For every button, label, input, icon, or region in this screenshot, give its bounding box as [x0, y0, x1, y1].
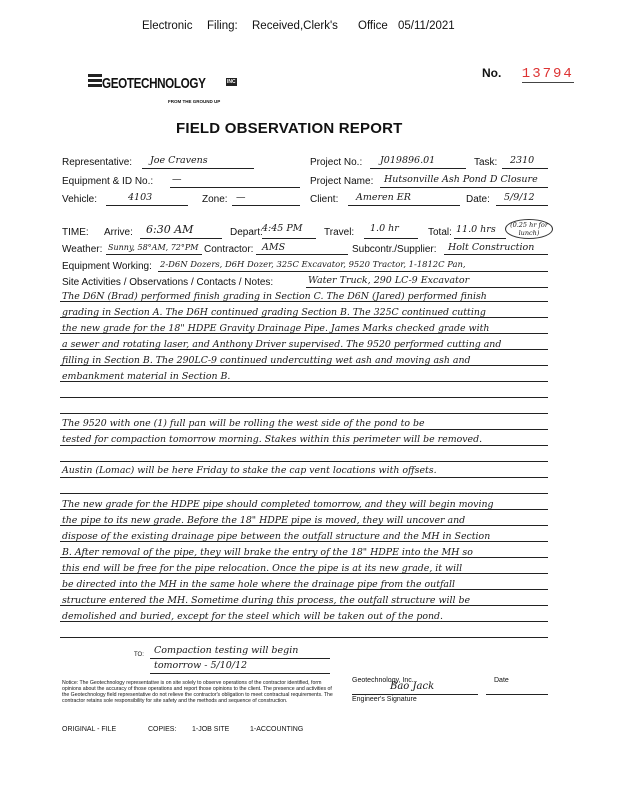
report-number [482, 64, 574, 82]
representative-value: Joe Cravens [150, 155, 208, 166]
distribution-original: ORIGINAL - FILE [62, 726, 117, 733]
total-note: (0.25 hr for lunch) [505, 219, 553, 239]
logo-tagline: FROM THE GROUND UP [168, 99, 221, 104]
subcontr-value: Holt Construction [448, 242, 535, 253]
signature-date-label: Date [494, 677, 509, 684]
note-line: The 9520 with one (1) full pan will be rolling the west side of the pond to be [62, 418, 425, 429]
logo-name: GEOTECHNOLOGY [102, 75, 206, 92]
stamp-office: Office [358, 20, 388, 32]
vehicle-value: 4103 [128, 192, 153, 203]
note-line: Austin (Lomac) will be here Friday to stake the cap vent locations with offsets. [62, 465, 437, 476]
depart-label: Depart: [230, 227, 263, 238]
client-label: Client: [310, 194, 339, 205]
report-number-value: 13794 [521, 66, 574, 82]
logo-suffix: INC [227, 79, 236, 85]
note-line: this end will be free for the pipe relocation. Once the pipe is at its new grade, it will [62, 563, 463, 574]
note-line: grading in Section A. The D6H continued grading Section B. The 325C continued cutting [62, 307, 486, 318]
project-no-label: Project No.: [310, 157, 363, 168]
site-activities-value: Water Truck, 290 LC-9 Excavator [308, 275, 470, 286]
zone-label: Zone: [202, 194, 228, 205]
date-label: Date: [466, 194, 490, 205]
arrive-label: Arrive: [104, 227, 133, 238]
note-line: The new grade for the HDPE pipe should completed tomorrow, and they will begin moving [62, 499, 494, 510]
zone-value: — [236, 192, 246, 203]
client-value: Ameren ER [356, 192, 411, 203]
equipment-label: Equipment & ID No.: [62, 176, 154, 187]
note-line: embankment material in Section B. [62, 371, 231, 382]
note-line: a sewer and rotating laser, and Anthony Driver supervised. The 9520 performed cutting and [62, 339, 502, 350]
logo-mark-icon [88, 74, 102, 88]
weather-value: Sunny, 58°AM, 72°PM [108, 243, 199, 252]
note-line: be directed into the MH in the same hole where the drainage pipe from the outfall [62, 579, 456, 590]
vehicle-label: Vehicle: [62, 194, 98, 205]
engineer-signature: Bao Jack [390, 681, 435, 692]
to-note-line2: tomorrow - 5/10/12 [154, 660, 248, 671]
total-label: Total: [428, 227, 452, 238]
stamp-electronic: Electronic [142, 20, 193, 32]
distribution-copies: COPIES: [148, 726, 177, 733]
signature-company: Geotechnology, Inc. [352, 677, 414, 684]
project-name-label: Project Name: [310, 176, 374, 187]
arrive-value: 6:30 AM [146, 223, 194, 236]
page-title: FIELD OBSERVATION REPORT [176, 120, 403, 137]
task-label: Task: [474, 157, 498, 168]
time-label: TIME: [62, 227, 89, 238]
stamp-filing: Filing: [207, 20, 238, 32]
project-no-value: J019896.01 [380, 155, 436, 166]
note-line: dispose of the existing drainage pipe between the outfall structure and the MH in Section [62, 531, 491, 542]
representative-label: Representative: [62, 157, 133, 168]
distribution-job-site: 1-JOB SITE [192, 726, 230, 733]
note-line: filling in Section B. The 290LC-9 continued undercutting wet ash and moving ash and [62, 355, 471, 366]
date-value: 5/9/12 [504, 192, 535, 203]
note-line: tested for compaction tomorrow morning. Stakes within this perimeter will be removed. [62, 434, 483, 445]
engineer-signature-label: Engineer's Signature [352, 696, 417, 703]
stamp-date: 05/11/2021 [398, 20, 455, 32]
subcontr-label: Subcontr./Supplier: [352, 244, 437, 255]
travel-label: Travel: [324, 227, 355, 238]
distribution-accounting: 1-ACCOUNTING [250, 726, 304, 733]
equipment-working-value: 2-D6N Dozers, D6H Dozer, 325C Excavator, 9520 Tractor, 1-1812C Pan, [160, 259, 466, 269]
to-note-line1: Compaction testing will begin [154, 645, 299, 656]
stamp-received: Received,Clerk's [252, 20, 338, 32]
report-number-label: No. [482, 66, 502, 80]
site-activities-label: Site Activities / Observations / Contacts / Notes: [62, 277, 274, 288]
project-name-value: Hutsonville Ash Pond D Closure [384, 174, 538, 185]
travel-value: 1.0 hr [370, 223, 399, 234]
contractor-value: AMS [262, 242, 286, 253]
note-line: structure entered the MH. Sometime during this process, the outfall structure will be [62, 595, 471, 606]
depart-value: 4:45 PM [262, 223, 303, 234]
note-line: The D6N (Brad) performed finish grading in Section C. The D6N (Jared) performed finish [62, 291, 487, 302]
to-note-label: TO: [134, 652, 144, 658]
note-line: the new grade for the 18" HDPE Gravity Drainage Pipe. James Marks checked grade with [62, 323, 490, 334]
notice-text: Notice: The Geotechnology representative is on site solely to observe operations of the contractor identified, form opinions about the accuracy of those operations and report those opinions to the client. The presence and activities of the Geotechnology field representative do not relieve the contractor's obligation to meet contractual requirements. The contractor retains sole responsibility for site safety and the methods and sequence of construction. [62, 680, 333, 704]
contractor-label: Contractor: [204, 244, 254, 255]
note-line: the pipe to its new grade. Before the 18" HDPE pipe is moved, they will uncover and [62, 515, 466, 526]
note-line: B. After removal of the pipe, they will brake the entry of the 18" HDPE into the MH so [62, 547, 473, 558]
note-line: demolished and buried, except for the steel which will be taken out of the pond. [62, 611, 444, 622]
weather-label: Weather: [62, 244, 103, 255]
equipment-value: — [172, 174, 182, 185]
equipment-working-label: Equipment Working: [62, 261, 152, 272]
task-value: 2310 [510, 155, 535, 166]
total-value: 11.0 hrs [456, 224, 496, 235]
